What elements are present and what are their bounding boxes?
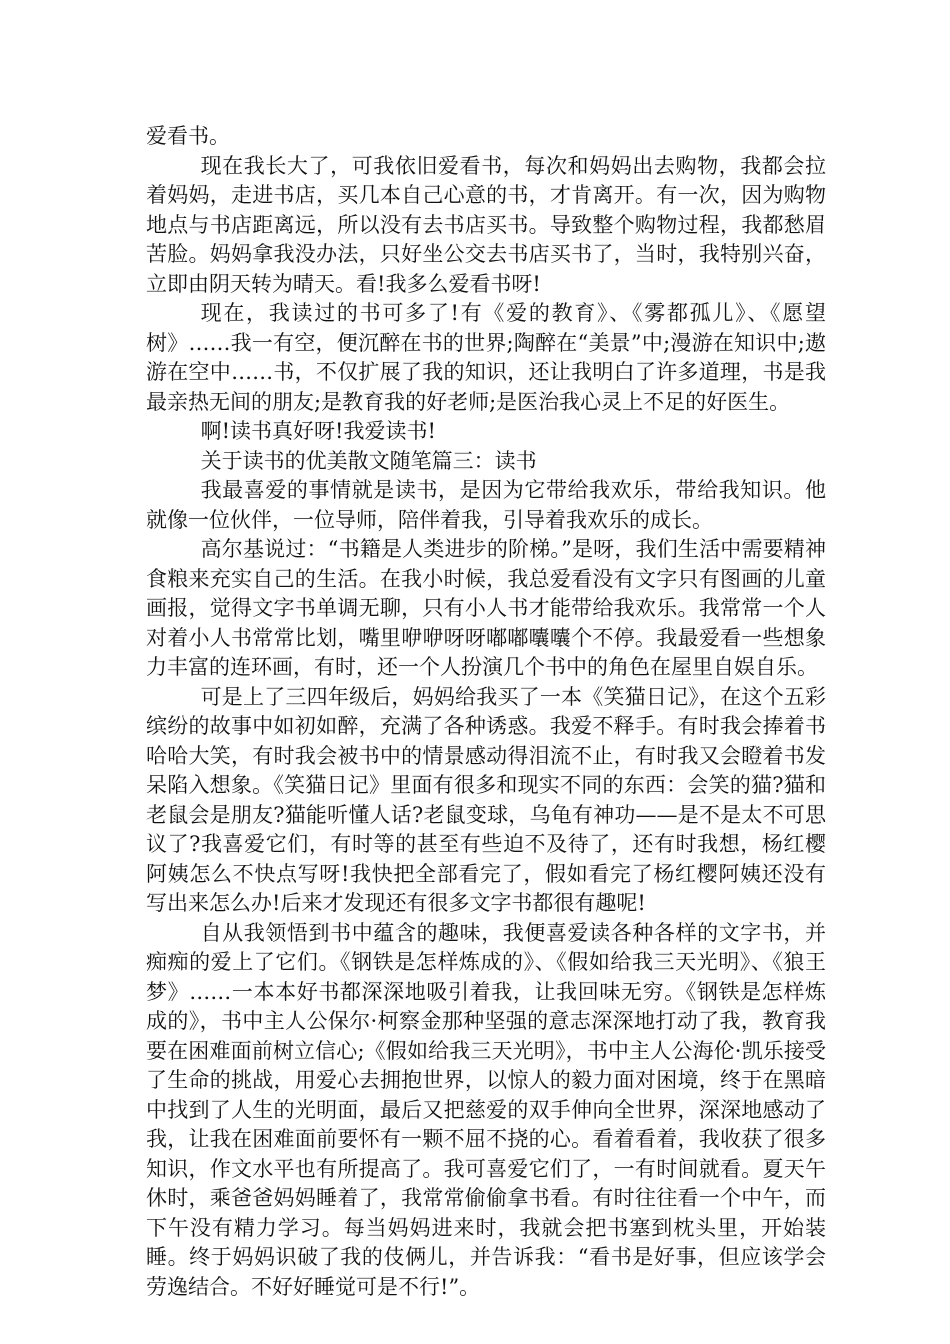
paragraph: 自从我领悟到书中蕴含的趣味，我便喜爱读各种各样的文字书，并痴痴的爱上了它们。《钢铁是怎样炼成的》、《假如给我三天光明》、《狼王梦》……一本本好书都深深地吸引着我，让我回味无穷。《钢铁是怎样炼成的》，书中主人公保尔·柯察金那种坚强的意志深深地打动了我，教育我要在困难面前树立信心;《假如给我三天光明》，书中主人公海伦·凯乐接受了生命的挑战，用爱心去拥抱世界，以惊人的毅力面对困境，终于在黑暗中找到了人生的光明面，最后又把慈爱的双手伸向全世界，深深地感动了我，让我在困难面前要怀有一颗不屈不挠的心。看着看着，我收获了很多知识，作文水平也有所提高了。我可喜爱它们了，一有时间就看。夏天午休时，乘爸爸妈妈睡着了，我常常偷偷拿书看。有时往往看一个中午，而下午没有精力学习。每当妈妈进来时，我就会把书塞到枕头里，开始装睡。终于妈妈识破了我的伎俩儿，并告诉我：“看书是好事，但应该学会劳逸结合。不好好睡觉可是不行!”。	[146, 920, 826, 1299]
paragraph: 爱看书。	[146, 124, 230, 148]
paragraph: 现在，我读过的书可多了!有《爱的教育》、《雾都孤儿》、《愿望树》……我一有空，便沉醉在书的世界;陶醉在“美景”中;漫游在知识中;遨游在空中……书，不仅扩展了我的知识，还让我明白了许多道理，书是我最亲热无间的朋友;是教育我的好老师;是医治我心灵上不足的好医生。	[146, 301, 826, 414]
paragraph: 啊!读书真好呀!我爱读书!	[200, 419, 436, 443]
paragraph: 现在我长大了，可我依旧爱看书，每次和妈妈出去购物，我都会拉着妈妈，走进书店，买几本自己心意的书，才肯离开。有一次，因为购物地点与书店距离远，所以没有去书店买书。导致整个购物过程，我都愁眉苦脸。妈妈拿我没办法，只好坐公交去书店买书了，当时，我特别兴奋，立即由阴天转为晴天。看!我多么爱看书呀!	[146, 153, 826, 296]
section-heading: 关于读书的优美散文随笔篇三：读书	[200, 448, 537, 473]
paragraph: 可是上了三四年级后，妈妈给我买了一本《笑猫日记》，在这个五彩缤纷的故事中如初如醉，充满了各种诱惑。我爱不释手。有时我会捧着书哈哈大笑，有时我会被书中的情景感动得泪流不止，有时我又会瞪着书发呆陷入想象。《笑猫日记》里面有很多和现实不同的东西：会笑的猫?猫和老鼠会是朋友?猫能听懂人话?老鼠变球，乌龟有神功——是不是太不可思议了?我喜爱它们，有时等的甚至有些迫不及待了，还有时我想，杨红樱阿姨怎么不快点写呀!我快把全部看完了，假如看完了杨红樱阿姨还没有写出来怎么办!后来才发现还有很多文字书都很有趣呢!	[146, 684, 826, 915]
paragraph: 我最喜爱的事情就是读书，是因为它带给我欢乐，带给我知识。他就像一位伙伴，一位导师，陪伴着我，引导着我欢乐的成长。	[146, 478, 826, 532]
paragraph: 高尔基说过：“书籍是人类进步的阶梯。”是呀，我们生活中需要精神食粮来充实自己的生活。在我小时候，我总爱看没有文字只有图画的儿童画报，觉得文字书单调无聊，只有小人书才能带给我欢乐。我常常一个人对着小人书常常比划，嘴里咿咿呀呀嘟嘟囔囔个不停。我最爱看一些想象力丰富的连环画，有时，还一个人扮演几个书中的角色在屋里自娱自乐。	[146, 537, 826, 679]
document-page	[146, 122, 826, 1302]
